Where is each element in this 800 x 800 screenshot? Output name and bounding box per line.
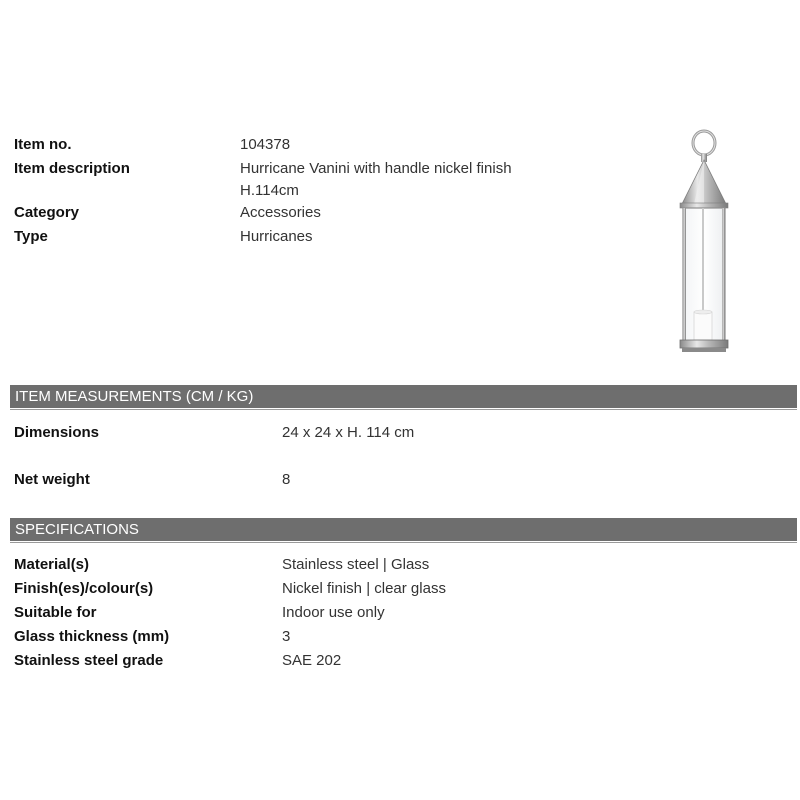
lantern-candle — [694, 312, 712, 340]
item-number-label: Item no. — [14, 136, 72, 153]
net-weight-label: Net weight — [14, 471, 90, 488]
category-value: Accessories — [240, 204, 321, 221]
type-label: Type — [14, 228, 48, 245]
spec-value: Indoor use only — [282, 604, 385, 621]
dimensions-value: 24 x 24 x H. 114 cm — [282, 424, 415, 441]
lantern-base — [680, 340, 728, 348]
spec-label: Suitable for — [14, 604, 97, 621]
item-description-line2: H.114cm — [240, 182, 299, 199]
spec-value: Stainless steel | Glass — [282, 556, 430, 573]
spec-value: SAE 202 — [282, 652, 342, 669]
dimensions-label: Dimensions — [14, 424, 100, 441]
spec-label: Stainless steel grade — [14, 652, 164, 669]
specifications-section-header: SPECIFICATIONS — [10, 518, 797, 541]
item-description-line1: Hurricane Vanini with handle nickel finish — [240, 160, 512, 177]
spec-label: Finish(es)/colour(s) — [14, 580, 154, 597]
spec-value: Nickel finish | clear glass — [282, 580, 446, 597]
spec-label: Material(s) — [14, 556, 90, 573]
item-number-value: 104378 — [240, 136, 291, 153]
spec-value: 3 — [282, 628, 291, 645]
item-description-label: Item description — [14, 160, 130, 177]
spec-label: Glass thickness (mm) — [14, 628, 170, 645]
category-label: Category — [14, 204, 80, 221]
type-value: Hurricanes — [240, 228, 313, 245]
net-weight-value: 8 — [282, 471, 291, 488]
measurements-section-header: ITEM MEASUREMENTS (CM / KG) — [10, 385, 797, 408]
hurricane-lantern-image — [664, 126, 744, 358]
